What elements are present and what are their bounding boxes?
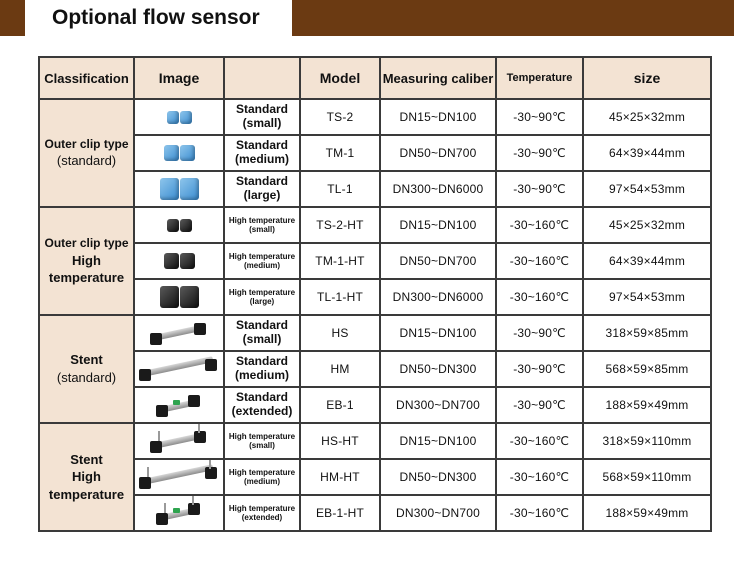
rail-pin — [164, 503, 166, 513]
table-row — [39, 351, 711, 387]
rail-pin — [158, 431, 160, 441]
rail-pin — [209, 459, 211, 469]
classification-line1: Outer clip type — [44, 137, 129, 152]
size-cell: 45×25×32mm — [583, 207, 711, 243]
variant-description: Standard (large) — [224, 171, 300, 207]
caliber-cell: DN50~DN300 — [380, 459, 496, 495]
table-row — [39, 171, 711, 207]
size-cell: 97×54×53mm — [583, 279, 711, 315]
rail-sensor-image — [137, 357, 221, 381]
table-row — [39, 315, 711, 351]
rail-pin — [192, 495, 194, 505]
variant-description: High temperature (small) — [224, 207, 300, 243]
variant-description: Standard (small) — [224, 99, 300, 135]
blue-clip-sensor-image — [160, 178, 199, 200]
caliber-cell: DN50~DN300 — [380, 351, 496, 387]
image-cell — [134, 459, 224, 495]
size-cell: 318×59×85mm — [583, 315, 711, 351]
size-cell: 318×59×110mm — [583, 423, 711, 459]
rail-block — [150, 333, 162, 345]
rail-block — [205, 467, 217, 479]
variant-description: High temperature (medium) — [224, 243, 300, 279]
table-row — [39, 135, 711, 171]
temperature-cell: -30~90℃ — [496, 99, 583, 135]
sensor-block — [164, 253, 179, 269]
header-temperature: Temperature — [496, 57, 583, 99]
blue-clip-sensor-image — [167, 111, 192, 124]
rail-sensor-image — [154, 393, 204, 417]
table-row — [39, 495, 711, 531]
image-cell — [134, 351, 224, 387]
table-row — [39, 279, 711, 315]
table-row — [39, 423, 711, 459]
classification-line1: Stent — [70, 451, 103, 467]
variant-description: Standard (small) — [224, 315, 300, 351]
variant-description: High temperature (medium) — [224, 459, 300, 495]
rail-block — [139, 369, 151, 381]
header-size: size — [583, 57, 711, 99]
header-blank — [224, 57, 300, 99]
table-row — [39, 459, 711, 495]
header-classification: Classification — [39, 57, 134, 99]
sensor-block — [160, 286, 179, 308]
caliber-cell: DN300~DN6000 — [380, 171, 496, 207]
image-cell — [134, 207, 224, 243]
blue-clip-sensor-image — [164, 145, 195, 161]
model-cell: TM-1 — [300, 135, 380, 171]
header-model: Model — [300, 57, 380, 99]
rail-block — [188, 503, 200, 515]
classification-line1: Stent — [70, 352, 103, 368]
classification-cell — [39, 423, 134, 531]
rail-sensor-image — [137, 465, 221, 489]
page-title: Optional flow sensor — [52, 6, 260, 29]
classification-cell — [39, 315, 134, 423]
rail-block — [194, 323, 206, 335]
header-measuring-caliber: Measuring caliber — [380, 57, 496, 99]
temperature-cell: -30~160℃ — [496, 243, 583, 279]
temperature-cell: -30~90℃ — [496, 315, 583, 351]
header-image: Image — [134, 57, 224, 99]
caliber-cell: DN15~DN100 — [380, 99, 496, 135]
model-cell: HS — [300, 315, 380, 351]
sensor-spec-table — [38, 56, 712, 532]
black-clip-sensor-image — [167, 219, 192, 232]
image-cell — [134, 495, 224, 531]
black-clip-sensor-image — [160, 286, 199, 308]
rail-block — [139, 477, 151, 489]
rail-sensor-image — [148, 429, 210, 453]
model-cell: HM-HT — [300, 459, 380, 495]
model-cell: HM — [300, 351, 380, 387]
sensor-block — [180, 286, 199, 308]
image-cell — [134, 387, 224, 423]
rail-pin — [198, 423, 200, 433]
rail-block — [150, 441, 162, 453]
rail-tag — [173, 400, 180, 405]
sensor-block — [180, 178, 199, 200]
size-cell: 568×59×110mm — [583, 459, 711, 495]
model-cell: EB-1-HT — [300, 495, 380, 531]
temperature-cell: -30~160℃ — [496, 423, 583, 459]
image-cell — [134, 171, 224, 207]
rail-block — [188, 395, 200, 407]
sensor-block — [164, 145, 179, 161]
table-header-row — [39, 57, 711, 99]
sensor-block — [180, 219, 192, 232]
sensor-block — [180, 145, 195, 161]
classification-line2: High temperature — [48, 252, 125, 286]
variant-description: High temperature (extended) — [224, 495, 300, 531]
rail-sensor-image — [148, 321, 210, 345]
classification-line2: (standard) — [56, 370, 117, 385]
model-cell: TS-2-HT — [300, 207, 380, 243]
size-cell: 64×39×44mm — [583, 243, 711, 279]
caliber-cell: DN15~DN100 — [380, 315, 496, 351]
image-cell — [134, 243, 224, 279]
model-cell: TM-1-HT — [300, 243, 380, 279]
caliber-cell: DN300~DN700 — [380, 495, 496, 531]
temperature-cell: -30~160℃ — [496, 279, 583, 315]
rail-pin — [147, 467, 149, 477]
image-cell — [134, 279, 224, 315]
image-cell — [134, 99, 224, 135]
caliber-cell: DN15~DN100 — [380, 423, 496, 459]
classification-line2: High temperature — [48, 469, 125, 502]
rail-tag — [173, 508, 180, 513]
variant-description: High temperature (small) — [224, 423, 300, 459]
classification-line2: (standard) — [56, 153, 117, 169]
sensor-block — [160, 178, 179, 200]
model-cell: TL-1-HT — [300, 279, 380, 315]
image-cell — [134, 315, 224, 351]
image-cell — [134, 135, 224, 171]
sensor-block — [180, 111, 192, 124]
variant-description: Standard (medium) — [224, 135, 300, 171]
caliber-cell: DN300~DN6000 — [380, 279, 496, 315]
caliber-cell: DN50~DN700 — [380, 243, 496, 279]
table-row — [39, 99, 711, 135]
image-cell — [134, 423, 224, 459]
temperature-cell: -30~90℃ — [496, 135, 583, 171]
model-cell: HS-HT — [300, 423, 380, 459]
rail-bar — [142, 464, 214, 485]
size-cell: 188×59×49mm — [583, 495, 711, 531]
table-row — [39, 243, 711, 279]
classification-line1: Outer clip type — [44, 236, 129, 251]
size-cell: 45×25×32mm — [583, 99, 711, 135]
caliber-cell: DN50~DN700 — [380, 135, 496, 171]
classification-cell — [39, 207, 134, 315]
classification-cell — [39, 99, 134, 207]
caliber-cell: DN300~DN700 — [380, 387, 496, 423]
size-cell: 97×54×53mm — [583, 171, 711, 207]
temperature-cell: -30~90℃ — [496, 171, 583, 207]
temperature-cell: -30~90℃ — [496, 351, 583, 387]
temperature-cell: -30~90℃ — [496, 387, 583, 423]
variant-description: Standard (medium) — [224, 351, 300, 387]
table-row — [39, 207, 711, 243]
rail-block — [156, 405, 168, 417]
size-cell: 568×59×85mm — [583, 351, 711, 387]
model-cell: TS-2 — [300, 99, 380, 135]
sensor-block — [167, 219, 179, 232]
header-bar-right — [292, 0, 734, 36]
rail-bar — [142, 356, 214, 377]
rail-sensor-image — [154, 501, 204, 525]
rail-block — [205, 359, 217, 371]
model-cell: EB-1 — [300, 387, 380, 423]
size-cell: 188×59×49mm — [583, 387, 711, 423]
temperature-cell: -30~160℃ — [496, 495, 583, 531]
header-bar-left — [0, 0, 25, 36]
size-cell: 64×39×44mm — [583, 135, 711, 171]
temperature-cell: -30~160℃ — [496, 459, 583, 495]
variant-description: Standard (extended) — [224, 387, 300, 423]
temperature-cell: -30~160℃ — [496, 207, 583, 243]
black-clip-sensor-image — [164, 253, 195, 269]
model-cell: TL-1 — [300, 171, 380, 207]
caliber-cell: DN15~DN100 — [380, 207, 496, 243]
table-row — [39, 387, 711, 423]
sensor-block — [167, 111, 179, 124]
rail-block — [156, 513, 168, 525]
sensor-block — [180, 253, 195, 269]
rail-block — [194, 431, 206, 443]
variant-description: High temperature (large) — [224, 279, 300, 315]
